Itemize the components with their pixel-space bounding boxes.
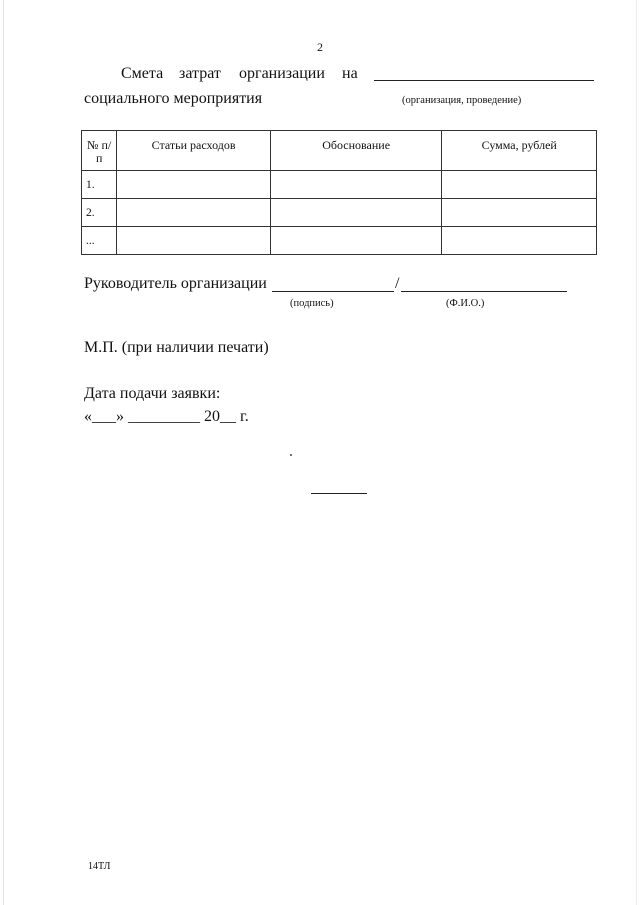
stamp-placeholder: М.П. (при наличии печати) xyxy=(84,339,269,356)
table-row xyxy=(82,171,597,199)
header-amount: Сумма, рублей xyxy=(442,131,597,171)
signature-hint: (подпись) xyxy=(290,298,334,309)
amount-cell[interactable] xyxy=(442,199,597,227)
header-number: № п/п xyxy=(82,131,117,171)
header-expense-items: Статьи расходов xyxy=(117,131,270,171)
header-justification: Обоснование xyxy=(270,131,442,171)
submission-date-label: Дата подачи заявки: xyxy=(84,385,221,402)
expense-item-cell[interactable] xyxy=(117,199,270,227)
amount-cell[interactable] xyxy=(442,171,597,199)
scan-edge-right xyxy=(636,0,637,905)
expense-item-cell[interactable] xyxy=(117,227,270,255)
expense-item-cell[interactable] xyxy=(117,171,270,199)
row-number-cell: 1. xyxy=(82,171,117,199)
organization-blank-line[interactable] xyxy=(374,80,594,81)
title-word: на xyxy=(342,65,358,82)
row-number-cell: 2. xyxy=(82,199,117,227)
justification-cell[interactable] xyxy=(270,171,442,199)
stray-dot-mark xyxy=(290,454,292,456)
head-of-organization-label: Руководитель организации xyxy=(84,275,267,292)
submission-date-field[interactable]: «___» _________ 20__ г. xyxy=(84,408,249,425)
signature-blank-line[interactable] xyxy=(272,291,394,292)
table-row xyxy=(82,227,597,255)
scan-edge-left xyxy=(3,0,4,905)
amount-cell[interactable] xyxy=(442,227,597,255)
full-name-blank-line[interactable] xyxy=(401,291,567,292)
title-line-2: социального мероприятия xyxy=(84,90,263,107)
page-number: 2 xyxy=(317,40,323,54)
footer-code: 14ТЛ xyxy=(88,861,111,872)
document-end-line xyxy=(311,493,367,494)
title-word: организации xyxy=(239,65,325,82)
title-word: Смета xyxy=(121,65,164,82)
table-row xyxy=(82,199,597,227)
row-number-cell: ... xyxy=(82,227,117,255)
justification-cell[interactable] xyxy=(270,227,442,255)
organization-hint: (организация, проведение) xyxy=(402,95,522,106)
title-word: затрат xyxy=(179,65,221,82)
expense-estimate-table xyxy=(81,130,597,255)
signature-separator: / xyxy=(395,275,400,292)
table-header-row xyxy=(82,131,597,171)
full-name-hint: (Ф.И.О.) xyxy=(446,298,485,309)
justification-cell[interactable] xyxy=(270,199,442,227)
